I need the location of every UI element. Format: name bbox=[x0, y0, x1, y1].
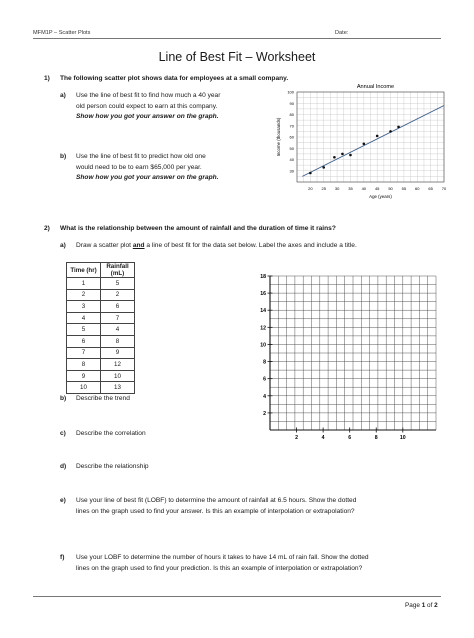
data-point bbox=[376, 135, 379, 138]
q2-number: 2) bbox=[44, 225, 50, 232]
x-tick-label: 70 bbox=[441, 186, 447, 191]
footer-rule bbox=[33, 596, 441, 597]
table-header-row bbox=[67, 263, 135, 278]
y-tick-label: 2 bbox=[263, 410, 266, 417]
header-rule bbox=[33, 38, 441, 39]
q2f-line1: Use your LOBF to determine the number of hours it takes to have 14 mL of rain fall. Show the dotted bbox=[76, 554, 369, 561]
x-tick-label: 4 bbox=[321, 435, 325, 441]
table-row bbox=[67, 359, 135, 371]
table-cell-time: 5 bbox=[67, 324, 101, 336]
y-tick-label: 80 bbox=[289, 112, 294, 117]
data-point bbox=[333, 156, 336, 159]
x-axis-label: Age (years) bbox=[369, 194, 392, 199]
q2f-letter: f) bbox=[60, 554, 65, 561]
data-point bbox=[389, 130, 392, 133]
table-cell-rainfall: 7 bbox=[101, 312, 135, 324]
q1b-line3: Show how you got your answer on the graph. bbox=[76, 174, 219, 182]
date-label: Date: bbox=[335, 30, 349, 36]
table-row bbox=[67, 335, 135, 347]
table-header-time: Time (hr) bbox=[67, 263, 101, 278]
x-tick-label: 55 bbox=[401, 186, 407, 191]
y-tick-label: 90 bbox=[289, 100, 294, 106]
q2a-text bbox=[76, 241, 357, 252]
y-tick-label: 10 bbox=[260, 342, 266, 349]
rainfall-blank-grid bbox=[250, 272, 440, 444]
income-scatter-plot bbox=[262, 78, 452, 204]
x-tick-label: 2 bbox=[295, 435, 299, 441]
q1a-line3: Show how you got your answer on the graph. bbox=[76, 113, 219, 121]
q1-prompt: The following scatter plot shows data for employees at a small company. bbox=[60, 75, 289, 82]
table-cell-rainfall: 9 bbox=[101, 347, 135, 359]
q1b-line2: would need to be to earn $65,000 per year. bbox=[76, 163, 202, 171]
q2a-pre: Draw a scatter plot bbox=[76, 242, 133, 249]
q2e-text bbox=[76, 496, 456, 517]
table-cell-time: 9 bbox=[67, 370, 101, 382]
x-tick-label: 10 bbox=[399, 435, 406, 441]
q2e-line2: lines on the graph used to find your answer. Is this an example of interpolation or extrapolation? bbox=[76, 507, 355, 515]
x-tick-label: 45 bbox=[374, 186, 380, 191]
data-point bbox=[397, 126, 400, 129]
table-cell-time: 1 bbox=[67, 278, 101, 290]
x-tick-label: 25 bbox=[321, 186, 326, 191]
q2c-letter: c) bbox=[60, 430, 66, 437]
x-tick-label: 30 bbox=[334, 186, 340, 191]
y-tick-label: 16 bbox=[260, 291, 266, 298]
y-tick-label: 12 bbox=[260, 325, 266, 332]
q1b-text bbox=[76, 152, 276, 184]
table-cell-rainfall: 10 bbox=[101, 370, 135, 382]
y-tick-label: 18 bbox=[260, 274, 266, 280]
y-tick-label: 6 bbox=[263, 376, 266, 383]
table-cell-rainfall: 6 bbox=[101, 301, 135, 313]
table-cell-rainfall: 5 bbox=[101, 278, 135, 290]
q1b-letter: b) bbox=[60, 153, 67, 160]
table-cell-time: 2 bbox=[67, 289, 101, 301]
course-header: MFM1P – Scatter Plots bbox=[33, 30, 91, 36]
q1b-line1: Use the line of best fit to predict how old one bbox=[76, 153, 206, 160]
data-point bbox=[309, 172, 312, 175]
y-tick-label: 4 bbox=[263, 393, 266, 400]
y-tick-label: 70 bbox=[289, 123, 294, 129]
q2-prompt: What is the relationship between the amount of rainfall and the duration of time it rains? bbox=[60, 225, 336, 232]
table-cell-rainfall: 12 bbox=[101, 359, 135, 371]
page-label: Page bbox=[405, 602, 422, 609]
y-tick-label: 40 bbox=[289, 157, 294, 162]
page-title: Line of Best Fit – Worksheet bbox=[158, 50, 316, 64]
q1a-letter: a) bbox=[60, 92, 66, 99]
x-tick-label: 65 bbox=[428, 186, 433, 191]
q1-number: 1) bbox=[44, 75, 50, 82]
table-cell-time: 6 bbox=[67, 335, 101, 347]
table-cell-time: 4 bbox=[67, 312, 101, 324]
table-cell-time: 3 bbox=[67, 301, 101, 313]
x-tick-label: 35 bbox=[348, 186, 353, 191]
page-current: 1 bbox=[421, 602, 426, 609]
data-point bbox=[322, 166, 325, 169]
table-cell-rainfall: 8 bbox=[101, 335, 135, 347]
q2f-text bbox=[76, 553, 456, 574]
y-tick-label: 14 bbox=[260, 308, 266, 315]
q2a-post: a line of best fit for the data set below. Label the axes and include a title. bbox=[144, 242, 357, 249]
q2e-line1: Use your line of best fit (LOBF) to determine the amount of rainfall at 6.5 hours. Show the dotted bbox=[76, 497, 357, 504]
table-cell-rainfall: 4 bbox=[101, 324, 135, 336]
table-row bbox=[67, 347, 135, 359]
q2a-letter: a) bbox=[60, 242, 66, 249]
table-cell-rainfall: 13 bbox=[101, 382, 135, 394]
q1a-text bbox=[76, 91, 276, 123]
data-point bbox=[341, 153, 344, 156]
q2d-letter: d) bbox=[60, 463, 67, 470]
table-row bbox=[67, 312, 135, 324]
table-row bbox=[67, 324, 135, 336]
y-tick-label: 50 bbox=[289, 145, 294, 151]
x-tick-label: 40 bbox=[361, 186, 367, 191]
rainfall-table bbox=[66, 262, 135, 394]
table-header-rainfall: Rainfall (mL) bbox=[101, 263, 135, 278]
q2f-line2: lines on the graph used to find your prediction. Is this an example of interpolation or extrapolation? bbox=[76, 564, 363, 572]
table-row bbox=[67, 382, 135, 394]
table-cell-time: 7 bbox=[67, 347, 101, 359]
table-row bbox=[67, 289, 135, 301]
table-row bbox=[67, 278, 135, 290]
page-total: 2 bbox=[434, 602, 438, 609]
data-point bbox=[349, 154, 352, 157]
table-cell-time: 8 bbox=[67, 359, 101, 371]
table-row bbox=[67, 301, 135, 313]
x-tick-label: 50 bbox=[388, 186, 393, 191]
x-tick-label: 20 bbox=[308, 186, 313, 191]
y-axis-label: Income (thousands) bbox=[276, 117, 281, 157]
chart-title: Annual Income bbox=[356, 84, 395, 90]
table-row bbox=[67, 370, 135, 382]
q2b-letter: b) bbox=[60, 395, 67, 402]
page-of: of bbox=[425, 602, 435, 609]
q2b-text: Describe the trend bbox=[76, 395, 130, 402]
table-cell-time: 10 bbox=[67, 382, 101, 394]
y-tick-label: 30 bbox=[289, 168, 294, 174]
page-number bbox=[405, 602, 438, 609]
y-tick-label: 8 bbox=[263, 359, 266, 366]
y-tick-label: 100 bbox=[287, 89, 294, 95]
x-tick-label: 8 bbox=[374, 435, 378, 441]
q1a-line2: old person could expect to earn at this company. bbox=[76, 102, 218, 110]
q1a-line1: Use the line of best fit to find how much a 40 year bbox=[76, 92, 221, 99]
q2d-text: Describe the relationship bbox=[76, 463, 149, 470]
q2c-text: Describe the correlation bbox=[76, 430, 146, 437]
table-cell-rainfall: 2 bbox=[101, 289, 135, 301]
q2a-and: and bbox=[132, 242, 145, 249]
x-tick-label: 60 bbox=[415, 186, 420, 191]
x-tick-label: 6 bbox=[348, 435, 352, 441]
y-tick-label: 60 bbox=[289, 134, 294, 140]
data-point bbox=[363, 142, 366, 145]
q2e-letter: e) bbox=[60, 497, 66, 504]
